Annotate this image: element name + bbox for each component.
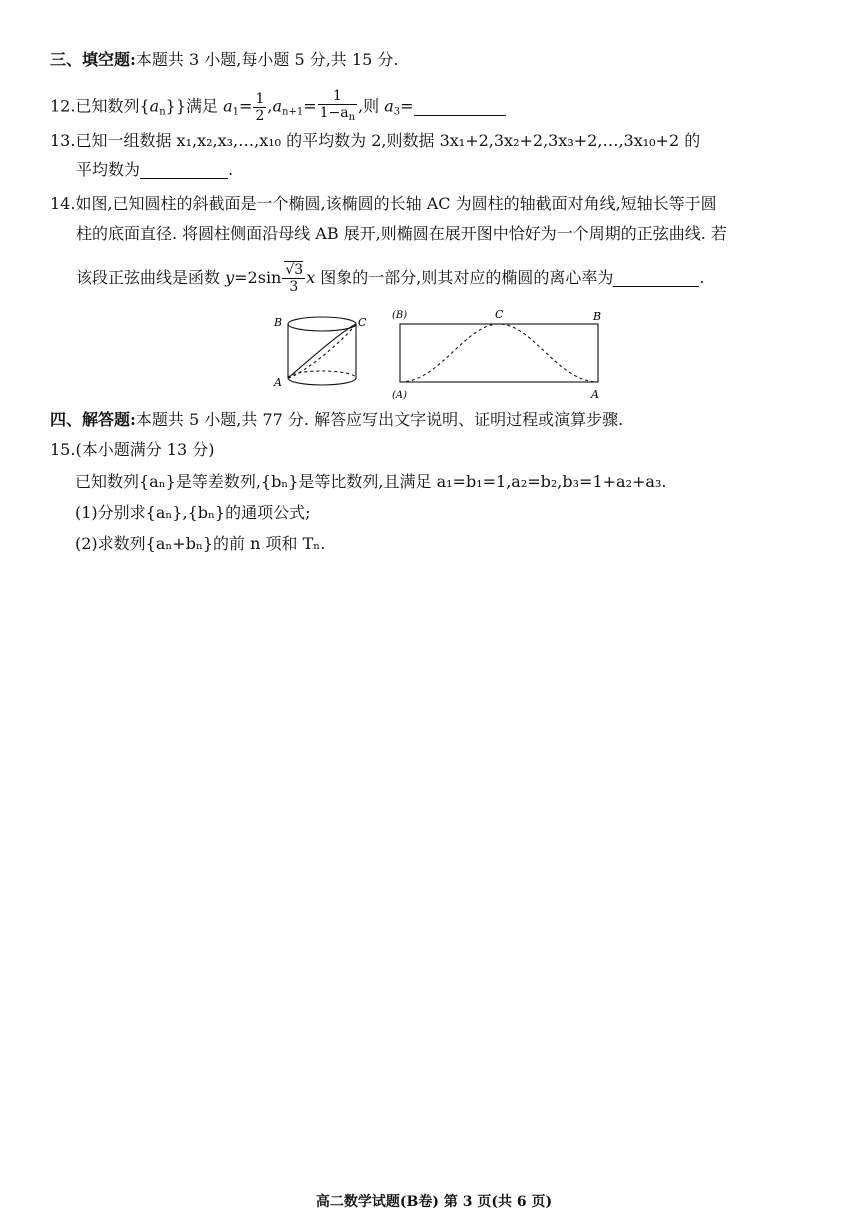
section4-heading: 四、解答题:本题共 5 小题,共 77 分. 解答应写出文字说明、证明过程或演算步骤.	[50, 410, 624, 429]
label-unr-A: A	[591, 388, 599, 401]
label-unr-A-paren: (A)	[392, 390, 408, 401]
label-cyl-C: C	[358, 316, 367, 329]
label-cyl-B: B	[274, 316, 283, 329]
cylinder-figure	[270, 308, 610, 404]
fraction-sqrt3-over-3: $\frac{√3}{3}$	[282, 262, 305, 295]
question-14-line2: 柱的底面直径. 将圆柱侧面沿母线 AB 展开,则椭圆在展开图中恰好为一个周期的正弦曲线. 若	[76, 224, 727, 243]
question-13-line1: 13.已知一组数据 x₁,x₂,x₃,…,x₁₀ 的平均数为 2,则数据 3x₁+2,3x₂+2,3x₃+2,…,3x₁₀+2 的	[50, 131, 701, 150]
label-cyl-A: A	[274, 376, 282, 389]
question-12: 12.已知数列$\{a_n\}$}满足 $a_1=$ $\frac{1}{2}$ $,a_{n+1}=$ $\frac{1}{1-a_n}$ ,则 $a_3=$	[50, 88, 824, 126]
answer-blank-13[interactable]	[140, 160, 228, 179]
cylinder-diagram	[288, 317, 356, 385]
label-unr-B: B	[593, 310, 602, 323]
question-15-stem: 已知数列{aₙ}是等差数列,{bₙ}是等比数列,且满足 a₁=b₁=1,a₂=b₂,b₃=1+a₂+a₃.	[75, 472, 667, 491]
unrolled-diagram	[400, 324, 598, 382]
section3-heading: 三、填空题:本题共 3 小题,每小题 5 分,共 15 分.	[50, 50, 399, 69]
cylinder-top-ellipse	[288, 317, 356, 331]
question-13-line2: 平均数为 .	[76, 160, 234, 179]
question-15-part2: (2)求数列{aₙ+bₙ}的前 n 项和 Tₙ.	[75, 534, 326, 553]
label-unr-B-paren: (B)	[392, 310, 408, 321]
cylinder-bottom-front	[288, 378, 356, 385]
answer-blank-12[interactable]	[414, 97, 506, 116]
page-footer: 高二数学试题(B卷) 第 3 页(共 6 页)	[315, 1194, 553, 1210]
cylinder-bottom-back	[288, 371, 356, 378]
question-14-line1: 14.如图,已知圆柱的斜截面是一个椭圆,该椭圆的长轴 AC 为圆柱的轴截面对角线,短轴长等于圆	[50, 194, 717, 213]
answer-blank-14[interactable]	[613, 268, 699, 287]
question-14-line3: 该段正弦曲线是函数 y=2sin $\frac{√3}{3}$ x 图象的一部分,则其对应的椭圆的离心率为 .	[76, 262, 705, 295]
fraction-recurrence: $\frac{1}{1-a_n}$	[319, 88, 356, 123]
fraction-one-half: $\frac{1}{2}$	[255, 90, 265, 124]
ellipse-front-curve	[288, 324, 356, 378]
sine-curve	[400, 324, 598, 382]
unrolled-rectangle	[400, 324, 598, 382]
question-15-header: 15.(本小题满分 13 分)	[50, 440, 215, 459]
question-15-part1: (1)分别求{aₙ},{bₙ}的通项公式;	[75, 503, 311, 522]
label-unr-C: C	[495, 308, 504, 321]
